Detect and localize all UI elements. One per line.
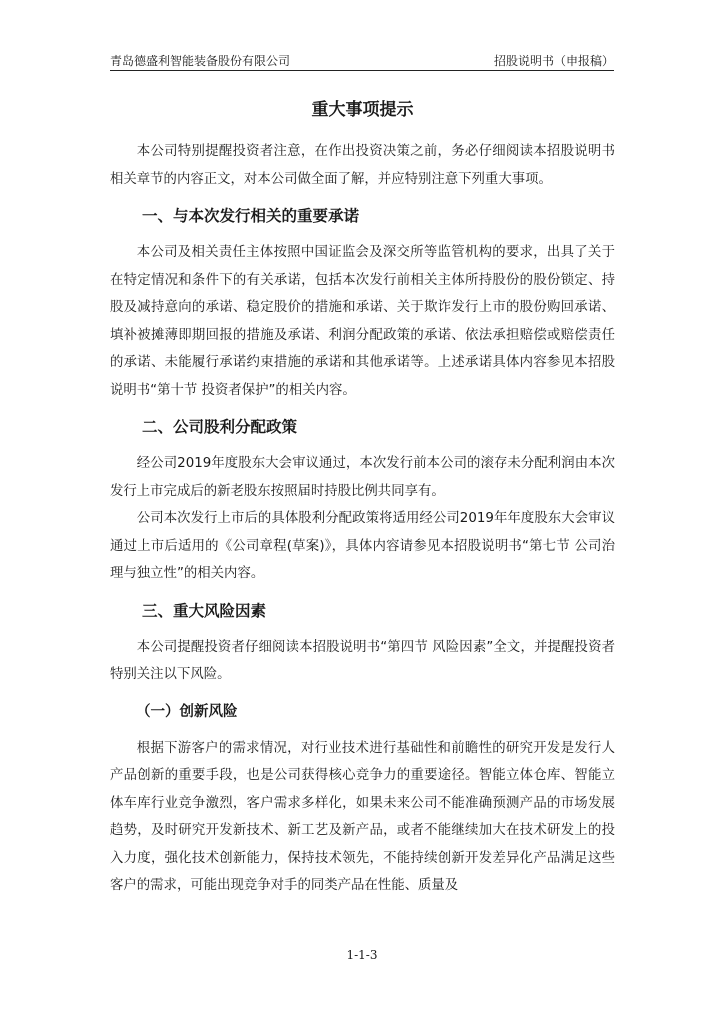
page-header [110,48,614,71]
section-heading-commitments: 一、与本次发行相关的重要承诺 [142,207,360,225]
subsection-heading-innovation-risk: （一）创新风险 [136,703,238,720]
innovation-risk-paragraph: 根据下游客户的需求情况，对行业技术进行基础性和前瞻性的研究开发是发行人产品创新的重要手段，也是公司获得核心竞争力的重要途径。智能立体仓库、智能立体车库行业竞争激烈，客户需求多样化，如果未来公司不能准确预测产品的市场发展趋势，及时研究开发新技术、新工艺及新产品，或者不能继续加大在技术研发上的投入力度，强化技术创新能力，保持技术领先，不能持续创新开发差异化产品满足这些客户的需求，可能出现竞争对手的同类产品在性能、质量及 [110,740,615,893]
dividend-paragraph-2: 公司本次发行上市后的具体股利分配政策将适用经公司2019年年度股东大会审议通过上市后适用的《公司章程(草案)》，具体内容请参见本招股说明书“第七节 公司治理与独立性”的相关内容。 [110,511,615,581]
page-body [110,96,615,900]
header-company-name: 青岛德盛利智能装备股份有限公司 [110,54,291,68]
page-title: 重大事项提示 [311,100,414,120]
intro-paragraph: 本公司特别提醒投资者注意，在作出投资决策之前，务必仔细阅读本招股说明书相关章节的内容正文，对本公司做全面了解，并应特别注意下列重大事项。 [110,144,615,187]
header-document-type: 招股说明书（申报稿） [493,54,614,68]
commitments-paragraph: 本公司及相关责任主体按照中国证监会及深交所等监管机构的要求，出具了关于在特定情况和条件下的有关承诺，包括本次发行前相关主体所持股份的股份锁定、持股及减持意向的承诺、稳定股价的措施和承诺、关于欺诈发行上市的股份购回承诺、填补被摊薄即期回报的措施及承诺、利润分配政策的承诺、依法承担赔偿或赔偿责任的承诺、未能履行承诺约束措施的承诺和其他承诺等。上述承诺具体内容参见本招股说明书“第十节 投资者保护”的相关内容。 [110,245,615,398]
dividend-paragraph-1: 经公司2019年度股东大会审议通过，本次发行前本公司的滚存未分配利润由本次发行上市完成后的新老股东按照届时持股比例共同享有。 [110,456,615,499]
page-number: 1-1-3 [346,948,378,962]
risk-factors-paragraph: 本公司提醒投资者仔细阅读本招股说明书“第四节 风险因素”全文，并提醒投资者特别关注以下风险。 [110,639,615,682]
section-heading-dividend-policy: 二、公司股利分配政策 [142,418,298,436]
section-heading-risk-factors: 三、重大风险因素 [142,601,267,620]
